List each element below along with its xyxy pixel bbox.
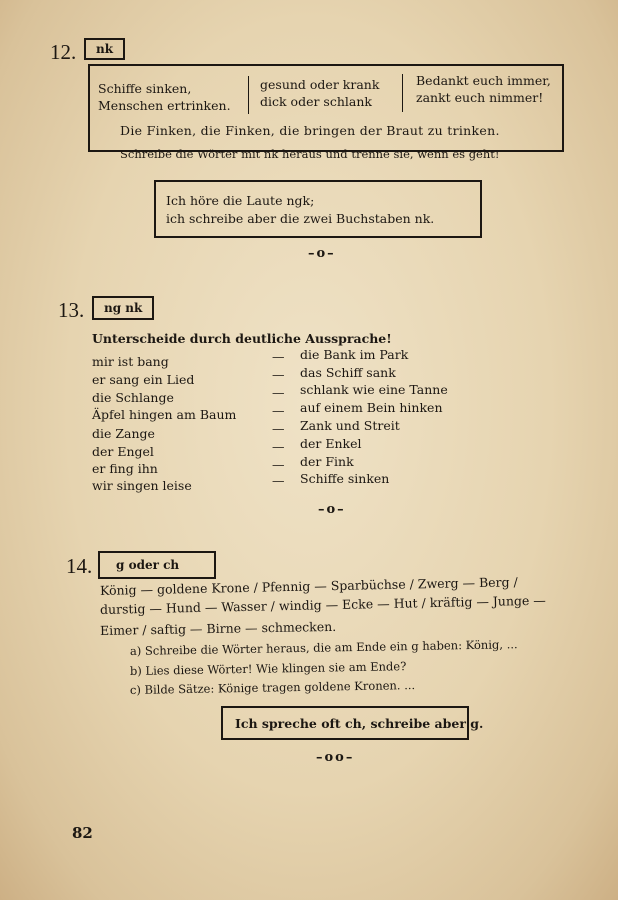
- word-line-1: König — goldene Krone / Pfennig — Sparbüchse / Zwerg — Berg /: [99, 574, 518, 598]
- section-13-number: 13.: [58, 298, 85, 322]
- pair-right: Zank und Streit: [300, 418, 400, 433]
- pair-left: die Schlange: [92, 390, 174, 405]
- pair-right: die Bank im Park: [300, 347, 409, 362]
- verse-col3-line2: zankt euch nimmer!: [416, 90, 544, 105]
- pair-dash: —: [272, 439, 285, 454]
- section-14-number: 14.: [66, 554, 93, 578]
- column-divider: [402, 74, 403, 112]
- section-12-rule-box: [154, 180, 482, 238]
- pair-right: schlank wie eine Tanne: [300, 382, 448, 397]
- rule-line1: Ich höre die Laute ngk;: [166, 193, 315, 208]
- verse-col1-line2: Menschen ertrinken.: [98, 98, 231, 113]
- pair-dash: —: [272, 349, 285, 364]
- word-line-2: durstig — Hund — Wasser / windig — Ecke — Hut / kräftig — Junge —: [99, 592, 546, 617]
- pair-right: das Schiff sank: [300, 365, 396, 380]
- pair-dash: —: [272, 473, 285, 488]
- word-line-3: Eimer / saftig — Birne — schmecken.: [99, 618, 337, 638]
- pair-left: er fing ihn: [92, 461, 158, 476]
- section-14-tag: g oder ch: [98, 551, 216, 579]
- pair-dash: —: [272, 421, 285, 436]
- verse-col1-line1: Schiffe sinken,: [98, 81, 192, 96]
- rule-text: Ich spreche oft ch, schreibe aber g.: [235, 716, 484, 731]
- pair-left: mir ist bang: [92, 354, 169, 369]
- pair-right: Schiffe sinken: [300, 471, 390, 486]
- verse-col2-line2: dick oder schlank: [260, 94, 372, 109]
- pair-right: auf einem Bein hinken: [300, 400, 443, 415]
- task-b: b) Lies diese Wörter! Wie klingen sie am Ende?: [129, 659, 407, 678]
- rule-line2: ich schreibe aber die zwei Buchstaben nk.: [166, 211, 435, 226]
- verse-line: Die Finken, die Finken, die bringen der Braut zu trinken.: [120, 123, 500, 138]
- section-12-tag: nk: [84, 38, 125, 60]
- pair-left: die Zange: [92, 426, 155, 441]
- section-13-heading: Unterscheide durch deutliche Aussprache!: [92, 331, 392, 346]
- pair-left: er sang ein Lied: [92, 372, 195, 387]
- pair-left: Äpfel hingen am Baum: [92, 407, 237, 422]
- section-12-verse-box: [88, 64, 564, 152]
- section-14-rule-box: [221, 706, 484, 740]
- pair-dash: —: [272, 385, 285, 400]
- section-12-instruction: Schreibe die Wörter mit nk heraus und trenne sie, wenn es geht!: [120, 147, 500, 161]
- section-13-tag: ng nk: [92, 296, 154, 320]
- pair-dash: —: [272, 403, 285, 418]
- verse-col2-line1: gesund oder krank: [260, 77, 380, 92]
- divider: –o–: [318, 502, 346, 517]
- pair-left: wir singen leise: [92, 478, 192, 493]
- divider: –oo–: [316, 750, 355, 765]
- verse-col3-line1: Bedankt euch immer,: [416, 73, 551, 88]
- divider: –o–: [308, 246, 336, 261]
- task-c: c) Bilde Sätze: Könige tragen goldene Kronen. ...: [129, 678, 416, 697]
- page-number: 82: [72, 824, 93, 842]
- pair-dash: —: [272, 457, 285, 472]
- pair-dash: —: [272, 367, 285, 382]
- pair-left: der Engel: [92, 444, 154, 459]
- pair-right: der Fink: [300, 454, 354, 469]
- task-a: a) Schreibe die Wörter heraus, die am Ende ein g haben: König, ...: [129, 637, 518, 658]
- section-12-number: 12.: [50, 40, 77, 64]
- pair-right: der Enkel: [300, 436, 362, 451]
- column-divider: [248, 76, 249, 114]
